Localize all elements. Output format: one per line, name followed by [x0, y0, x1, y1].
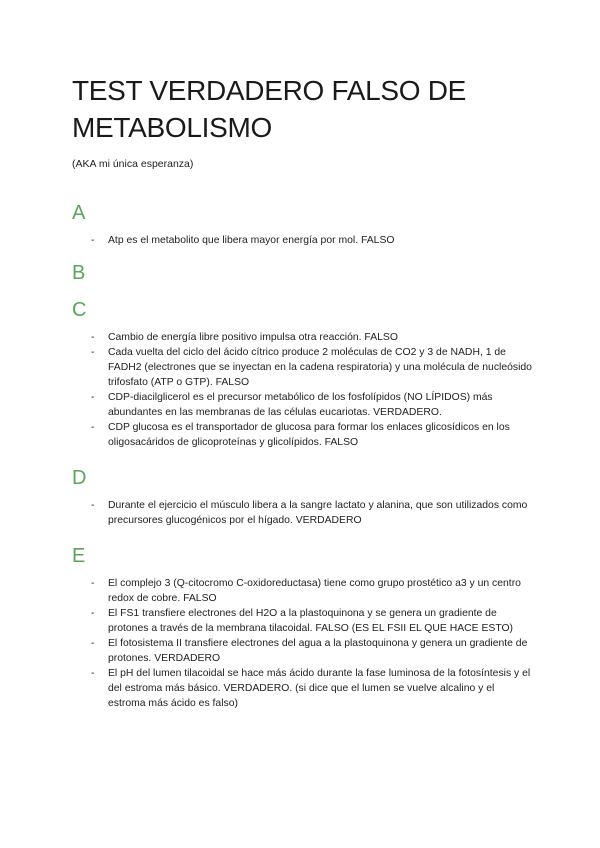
list-item — [72, 420, 532, 450]
list-item — [72, 666, 532, 711]
section-heading-e: E — [72, 545, 86, 567]
list-item — [72, 390, 532, 420]
section-heading-d: D — [72, 467, 87, 489]
section-heading-c: C — [72, 299, 87, 321]
section-e-list — [72, 576, 532, 711]
section-heading-a: A — [72, 202, 86, 224]
bullet-dash: - — [91, 638, 95, 649]
section-heading-b: B — [72, 262, 86, 284]
bullet-dash: - — [91, 392, 95, 403]
document-title: TEST VERDADERO FALSO DE METABOLISMO — [72, 75, 467, 143]
document-page — [72, 72, 532, 711]
item-text: Cada vuelta del ciclo del ácido cítrico produce 2 moléculas de CO2 y 3 de NADH, 1 de FADH2 (electrones que se inyectan en la cadena respiratoria) y una molécula de nucleósido trifosfato (ATP o GTP). FALSO — [108, 347, 532, 388]
bullet-dash: - — [91, 347, 95, 358]
item-text: El complejo 3 (Q-citocromo C-oxidoreductasa) tiene como grupo prostético a3 y un centro redox de cobre. FALSO — [108, 578, 521, 604]
item-text: El fotosistema II transfiere electrones del agua a la plastoquinona y genera un gradiente de protones. VERDADERO — [108, 638, 528, 664]
list-item — [72, 330, 532, 345]
bullet-dash: - — [91, 608, 95, 619]
list-item — [72, 636, 532, 666]
item-text: CDP glucosa es el transportador de glucosa para formar los enlaces glicosídicos en los oligosacáridos de glicoproteínas y glicolípidos. FALSO — [108, 422, 510, 448]
section-d-list — [72, 498, 532, 528]
bullet-dash: - — [91, 235, 95, 246]
item-text: Cambio de energía libre positivo impulsa otra reacción. FALSO — [108, 332, 398, 343]
item-text: Atp es el metabolito que libera mayor energía por mol. FALSO — [108, 235, 395, 246]
list-item — [72, 576, 532, 606]
list-item — [72, 345, 532, 390]
document-subtitle: (AKA mi única esperanza) — [72, 158, 194, 170]
bullet-dash: - — [91, 668, 95, 679]
list-item — [72, 233, 532, 248]
item-text: El FS1 transfiere electrones del H2O a la plastoquinona y se genera un gradiente de protones a través de la membrana tilacoidal. FALSO (ES EL FSII EL QUE HACE ESTO) — [108, 608, 514, 634]
list-item — [72, 606, 532, 636]
bullet-dash: - — [91, 332, 95, 343]
section-c-list — [72, 330, 532, 450]
bullet-dash: - — [91, 422, 95, 433]
bullet-dash: - — [91, 500, 95, 511]
section-a-list — [72, 233, 532, 248]
item-text: CDP-diacilglicerol es el precursor metabólico de los fosfolípidos (NO LÍPIDOS) más abundantes en las membranas de las células eucariotas. VERDADERO. — [108, 392, 493, 418]
item-text: El pH del lumen tilacoidal se hace más ácido durante la fase luminosa de la fotosíntesis y el del estroma más básico. VERDADERO. (si dice que el lumen se vuelve alcalino y el estroma más ácido es falso) — [108, 668, 531, 709]
list-item — [72, 498, 532, 528]
bullet-dash: - — [91, 578, 95, 589]
item-text: Durante el ejercicio el músculo libera a la sangre lactato y alanina, que son utilizados como precursores glucogénicos por el hígado. VERDADERO — [108, 500, 528, 526]
